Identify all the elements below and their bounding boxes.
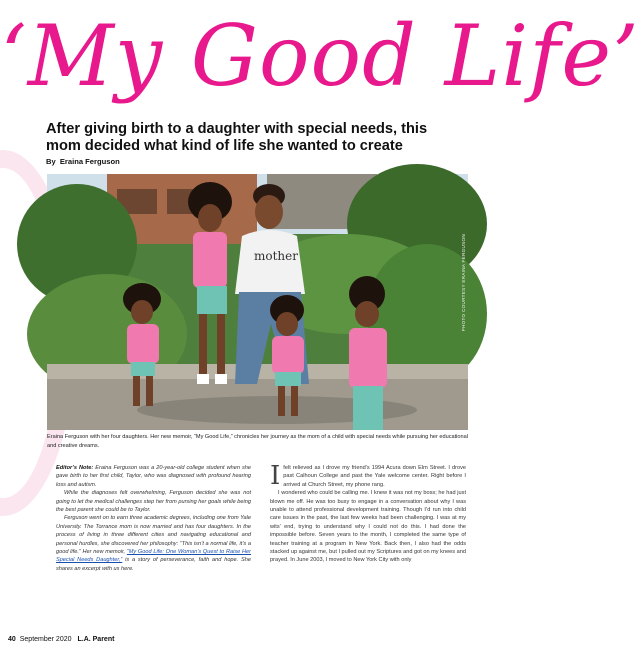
page-number: 40 xyxy=(8,636,16,643)
photo-credit: PHOTO COURTESY ERAINA FERGUSON xyxy=(461,234,466,332)
byline xyxy=(46,157,120,166)
editors-note-column xyxy=(56,464,251,573)
photo-caption: Eraina Ferguson with her four daughters. Her new memoir, “My Good Life,” chronicles her journey as the mom of a child with special needs while pursuing her educational and creative dreams. xyxy=(47,434,468,449)
drop-cap: I xyxy=(270,461,281,491)
editors-note-para-2: While the diagnoses felt overwhelming, Ferguson decided she was not going to let the medical challenges step her from pursing her goals while being the best parent she could be to Taylor. xyxy=(56,490,251,514)
editors-note-text-3a: Ferguson went on to earn three academic degrees, including one from Yale University. The Torrance mom is now married and has four daughters. In the process of living in three different cities and navigating educational and personal hurdles, she discovered her philosophy: “This isn’t a normal life, it’s a good life.” Her new memoir, xyxy=(56,515,251,556)
editors-note-text-1: Eraina Ferguson was a 20-year-old college student when she gave birth to her first child, Taylor, who was diagnosed with profound hearing loss and autism. xyxy=(56,465,251,488)
memoir-link[interactable]: “My Good Life: One Woman’s Quest to Raise Her Special Needs Daughter,” xyxy=(56,549,251,564)
shirt-text: mother xyxy=(254,249,298,263)
editors-note-para-3 xyxy=(56,514,251,573)
article-title: ‘My Good Life’ xyxy=(0,7,640,105)
excerpt-para-2: I wondered who could be calling me. I knew it was not my boss; he had just blown me off. He was too busy to engage in a conversation about why I was unable to attend professional development training. Though I’d run into child care issues in the past, the last few weeks had been challenging. I was at my wits’ end, trying to understand why I could not do this. I had done the impossible before. Seven years to the month, I completed the same type of teacher training at a program in New York. Back then, I also had the odds stacked up against me, but I pulled out my Scriptures and got on my knees and prayed. In June 2003, I moved to New York City with only xyxy=(270,490,466,564)
editors-note-para-1 xyxy=(56,464,251,489)
byline-author: Eraina Ferguson xyxy=(59,157,120,166)
family-photo xyxy=(47,174,468,430)
editors-note-text-3b: is a story of perseverance, faith and hope. She shares an excerpt with us here. xyxy=(56,557,251,572)
publication-name: L.A. Parent xyxy=(77,636,115,643)
byline-prefix: By xyxy=(46,157,56,166)
excerpt-text-1: felt relieved as I drove my friend’s 1994 Acura down Elm Street. I drove past Calhoun College and past the Yale welcome center. Right before I arrived at Church Street, my phone rang. xyxy=(283,465,466,488)
excerpt-column xyxy=(270,461,466,565)
excerpt-para-1 xyxy=(270,461,466,491)
article-deck: After giving birth to a daughter with special needs, this mom decided what kind of life she wanted to create xyxy=(46,121,428,154)
issue-date: September 2020 xyxy=(19,636,72,643)
page-footer xyxy=(8,636,114,643)
editors-note-label: Editor’s Note: xyxy=(56,465,94,471)
